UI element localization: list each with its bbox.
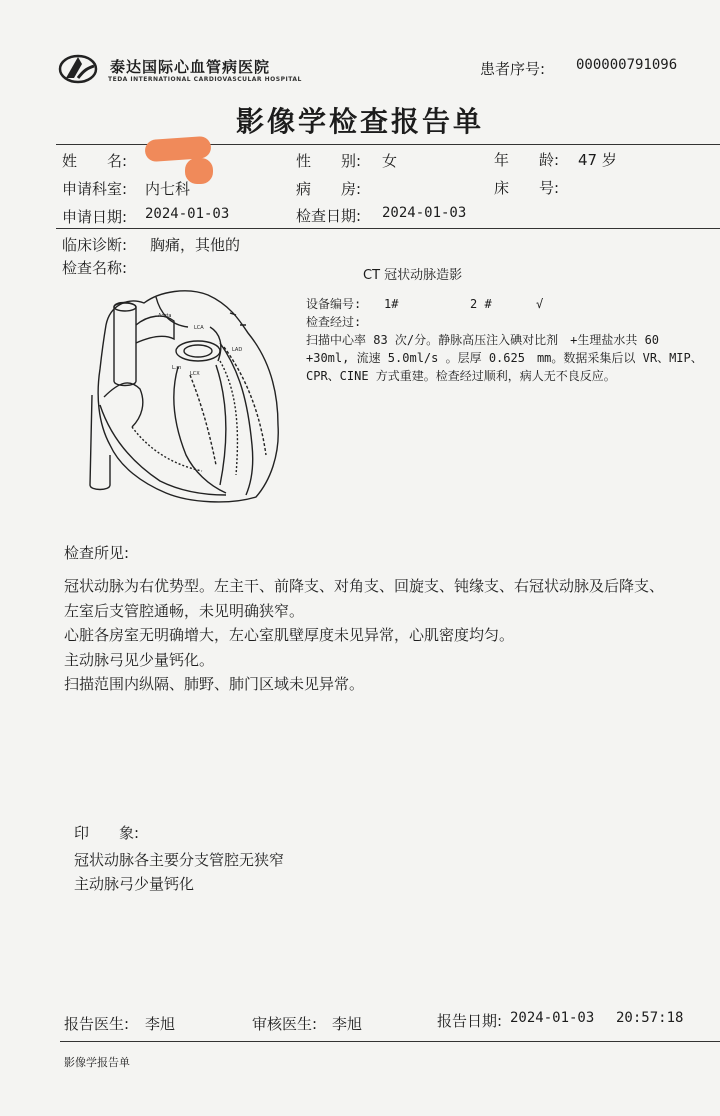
device-label: 设备编号: [306, 297, 362, 311]
diagnosis-label: 临床诊断: [62, 236, 128, 254]
findings-line: 心脏各房室无明确增大，左心室肌壁厚度未见异常，心肌密度均匀。 [64, 626, 515, 644]
findings-line: 冠状动脉为右优势型。左主干、前降支、对角支、回旋支、钝缘支、右冠状动脉及后降支、 [64, 577, 665, 595]
report-date: 2024-01-03 [510, 1010, 595, 1026]
patient-no-label: 患者序号: [480, 60, 546, 78]
hospital-logo-icon [58, 52, 98, 84]
label-lad: LAD [232, 347, 243, 353]
hospital-name-en: TEDA INTERNATIONAL CARDIOVASCULAR HOSPITAL [108, 76, 302, 83]
footer-text: 影像学报告单 [64, 1056, 130, 1069]
findings-line: 左室后支管腔通畅，未见明确狭窄。 [64, 601, 305, 620]
report-doctor-label: 报告医生: [64, 1015, 130, 1033]
impression-line: 冠状动脉各主要分支管腔无狭窄 [74, 851, 285, 869]
device-check: √ [536, 297, 544, 311]
findings-label: 检查所见: [64, 544, 130, 562]
label-lca: LCA [194, 325, 204, 331]
findings-line: 主动脉弓见少量钙化。 [64, 650, 215, 669]
sex-value: 女 [382, 152, 398, 170]
patient-no-value: 000000791096 [576, 57, 678, 73]
hospital-name: 泰达国际心血管病医院 [110, 58, 271, 76]
report-title: 影像学检查报告单 [235, 105, 484, 138]
sex-label: 性 别: [296, 152, 362, 170]
dept-label: 申请科室: [62, 180, 128, 198]
impression-label: 印 象: [74, 824, 140, 842]
exam-name-label: 检查名称: [62, 259, 128, 277]
device-1: 1# [384, 297, 399, 311]
process-label: 检查经过: [306, 315, 362, 329]
review-doctor: 李旭 [332, 1015, 363, 1033]
exam-date-value: 2024-01-03 [382, 205, 467, 221]
process-line: CPR、CINE 方式重建。检查经过顺利，病人无不良反应。 [306, 369, 616, 383]
exam-date-label: 检查日期: [296, 207, 362, 225]
age-value: 47 岁 [578, 151, 617, 169]
process-line: 扫描中心率 83 次/分。静脉高压注入碘对比剂 +生理盐水共 60 [306, 333, 660, 347]
device-2: 2 # [470, 297, 492, 311]
impression-text [74, 848, 284, 896]
age-label: 年 龄: [494, 151, 560, 169]
diagnosis-value: 胸痛，其他的 [150, 236, 241, 254]
exam-name-value: CT 冠状动脉造影 [363, 268, 463, 283]
apply-date-value: 2024-01-03 [145, 206, 230, 222]
impression-line: 主动脉弓少量钙化 [74, 875, 195, 893]
process-line: +30ml, 流速 5.0ml/s 。层厚 0.625 mm。数据采集后以 VR、MIP、 [306, 351, 703, 365]
footer-divider [60, 1041, 720, 1042]
findings-line: 扫描范围内纵隔、肺野、肺门区域未见异常。 [64, 675, 365, 693]
label-lcx: LCX [190, 371, 200, 377]
report-doctor: 李旭 [145, 1015, 176, 1033]
review-doctor-label: 审核医生: [252, 1015, 318, 1033]
coronary-heart-diagram [70, 285, 292, 507]
dept-value: 内七科 [145, 180, 191, 198]
ward-label: 病 房: [296, 180, 362, 198]
report-time: 20:57:18 [616, 1010, 684, 1026]
label-lm: L.m [172, 365, 182, 371]
divider [56, 228, 720, 229]
bed-label: 床 号: [494, 179, 560, 197]
apply-date-label: 申请日期: [62, 208, 128, 226]
label-aorta: Aorta [158, 313, 172, 319]
findings-text [64, 574, 714, 697]
name-label: 姓 名: [62, 152, 128, 170]
report-date-label: 报告日期: [437, 1012, 503, 1030]
